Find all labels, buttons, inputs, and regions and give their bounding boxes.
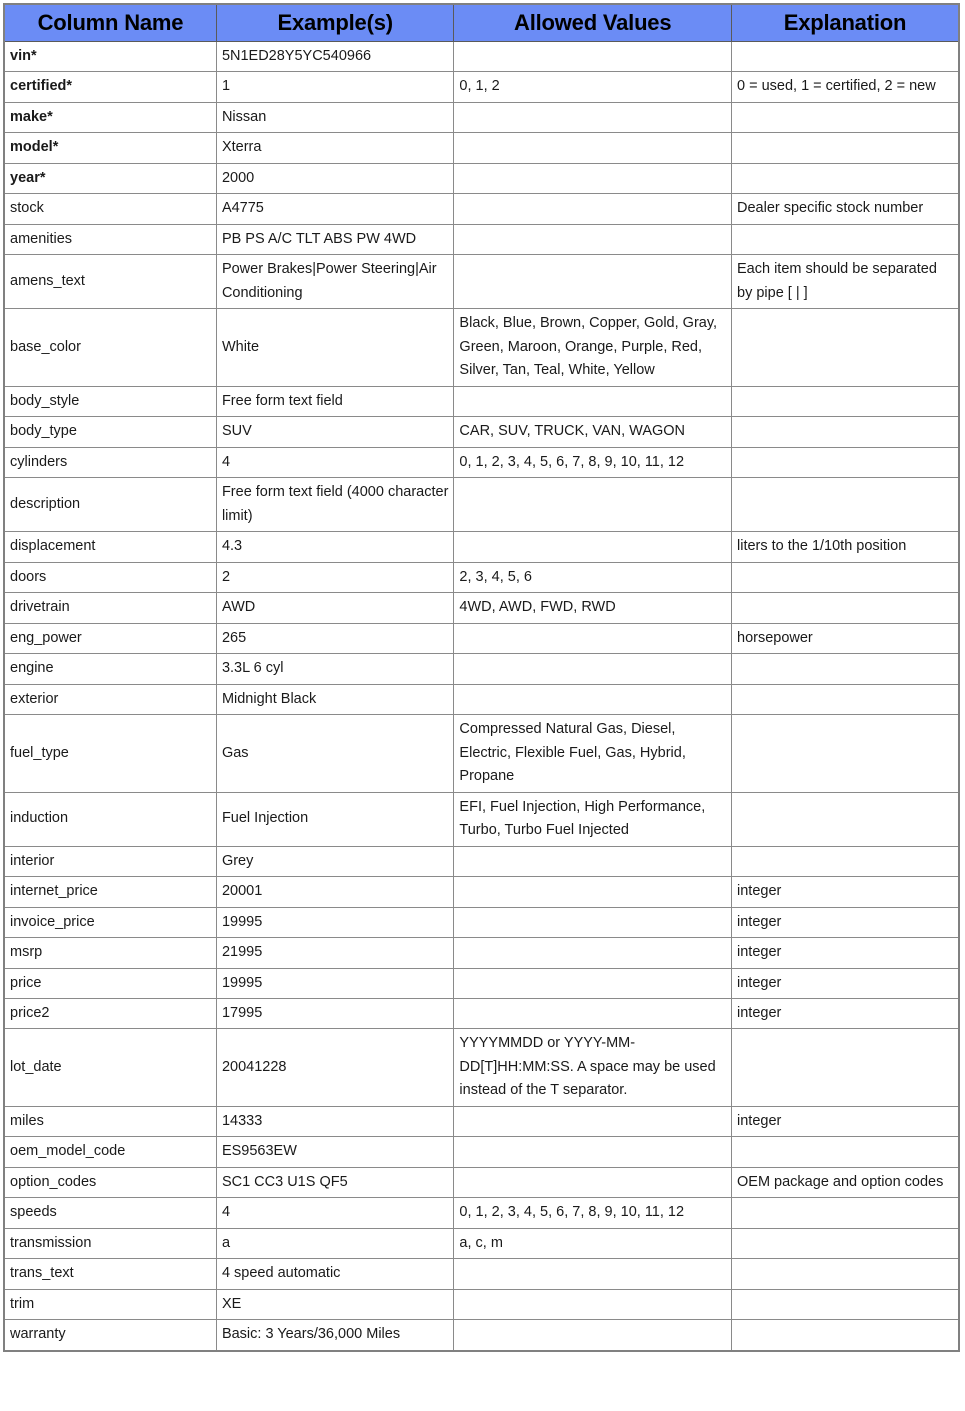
cell-explanation: integer	[732, 968, 960, 998]
cell-allowed-values	[454, 386, 732, 416]
table-row	[4, 1106, 959, 1136]
cell-explanation: 0 = used, 1 = certified, 2 = new	[732, 72, 960, 102]
cell-allowed-values	[454, 877, 732, 907]
cell-explanation	[732, 1320, 960, 1351]
cell-example: Free form text field (4000 character limit)	[216, 478, 453, 532]
cell-example: a	[216, 1228, 453, 1258]
cell-allowed-values	[454, 1106, 732, 1136]
cell-allowed-values	[454, 968, 732, 998]
cell-column-name: doors	[4, 562, 216, 592]
cell-example: Basic: 3 Years/36,000 Miles	[216, 1320, 453, 1351]
cell-column-name: eng_power	[4, 623, 216, 653]
cell-column-name: base_color	[4, 309, 216, 386]
table-row	[4, 623, 959, 653]
table-row	[4, 715, 959, 792]
cell-allowed-values	[454, 1259, 732, 1289]
cell-column-name: make*	[4, 102, 216, 132]
cell-allowed-values	[454, 1320, 732, 1351]
table-row	[4, 255, 959, 309]
cell-column-name: speeds	[4, 1198, 216, 1228]
cell-allowed-values	[454, 654, 732, 684]
cell-column-name: induction	[4, 792, 216, 846]
table-row	[4, 1228, 959, 1258]
cell-column-name: vin*	[4, 42, 216, 72]
cell-example: A4775	[216, 194, 453, 224]
cell-allowed-values	[454, 478, 732, 532]
cell-allowed-values: CAR, SUV, TRUCK, VAN, WAGON	[454, 417, 732, 447]
cell-allowed-values	[454, 224, 732, 254]
cell-column-name: stock	[4, 194, 216, 224]
cell-allowed-values	[454, 1167, 732, 1197]
column-header-examples: Example(s)	[216, 4, 453, 42]
table-row	[4, 1320, 959, 1351]
cell-explanation	[732, 447, 960, 477]
column-header-explanation: Explanation	[732, 4, 960, 42]
cell-explanation	[732, 1029, 960, 1106]
cell-example: 1	[216, 72, 453, 102]
cell-explanation: integer	[732, 877, 960, 907]
cell-example: Xterra	[216, 133, 453, 163]
cell-explanation	[732, 792, 960, 846]
table-row	[4, 133, 959, 163]
cell-column-name: oem_model_code	[4, 1137, 216, 1167]
cell-allowed-values: Black, Blue, Brown, Copper, Gold, Gray, Green, Maroon, Orange, Purple, Red, Silver, Tan, Teal, White, Yellow	[454, 309, 732, 386]
cell-column-name: body_style	[4, 386, 216, 416]
table-row	[4, 684, 959, 714]
cell-example: Nissan	[216, 102, 453, 132]
cell-example: White	[216, 309, 453, 386]
cell-allowed-values: 2, 3, 4, 5, 6	[454, 562, 732, 592]
table-header	[4, 4, 959, 42]
table-row	[4, 386, 959, 416]
cell-allowed-values	[454, 532, 732, 562]
cell-explanation	[732, 163, 960, 193]
cell-column-name: lot_date	[4, 1029, 216, 1106]
cell-column-name: displacement	[4, 532, 216, 562]
cell-column-name: price2	[4, 998, 216, 1028]
cell-column-name: engine	[4, 654, 216, 684]
table-row	[4, 1137, 959, 1167]
cell-explanation: liters to the 1/10th position	[732, 532, 960, 562]
cell-column-name: invoice_price	[4, 907, 216, 937]
cell-explanation	[732, 593, 960, 623]
table-row	[4, 593, 959, 623]
table-row	[4, 1029, 959, 1106]
cell-example: SUV	[216, 417, 453, 447]
cell-allowed-values	[454, 133, 732, 163]
cell-example: XE	[216, 1289, 453, 1319]
cell-allowed-values: 4WD, AWD, FWD, RWD	[454, 593, 732, 623]
column-specification-table	[3, 3, 960, 1352]
cell-allowed-values: 0, 1, 2, 3, 4, 5, 6, 7, 8, 9, 10, 11, 12	[454, 1198, 732, 1228]
cell-example: AWD	[216, 593, 453, 623]
cell-explanation	[732, 386, 960, 416]
cell-allowed-values: YYYYMMDD or YYYY-MM-DD[T]HH:MM:SS. A space may be used instead of the T separator.	[454, 1029, 732, 1106]
cell-example: Grey	[216, 846, 453, 876]
cell-explanation	[732, 1198, 960, 1228]
cell-explanation	[732, 1259, 960, 1289]
table-row	[4, 447, 959, 477]
header-row	[4, 4, 959, 42]
cell-example: 4	[216, 447, 453, 477]
cell-column-name: interior	[4, 846, 216, 876]
cell-example: 265	[216, 623, 453, 653]
cell-example: Free form text field	[216, 386, 453, 416]
column-header-column-name: Column Name	[4, 4, 216, 42]
table-row	[4, 877, 959, 907]
cell-allowed-values	[454, 998, 732, 1028]
cell-explanation	[732, 1228, 960, 1258]
table-row	[4, 654, 959, 684]
cell-example: 19995	[216, 968, 453, 998]
cell-example: PB PS A/C TLT ABS PW 4WD	[216, 224, 453, 254]
column-header-allowed-values: Allowed Values	[454, 4, 732, 42]
cell-explanation: Dealer specific stock number	[732, 194, 960, 224]
cell-column-name: cylinders	[4, 447, 216, 477]
table-row	[4, 42, 959, 72]
cell-example: 5N1ED28Y5YC540966	[216, 42, 453, 72]
table-row	[4, 102, 959, 132]
cell-explanation	[732, 102, 960, 132]
table-row	[4, 224, 959, 254]
cell-example: 20041228	[216, 1029, 453, 1106]
cell-column-name: msrp	[4, 938, 216, 968]
cell-explanation	[732, 715, 960, 792]
cell-column-name: description	[4, 478, 216, 532]
cell-example: 19995	[216, 907, 453, 937]
cell-column-name: option_codes	[4, 1167, 216, 1197]
cell-allowed-values	[454, 194, 732, 224]
cell-example: 21995	[216, 938, 453, 968]
table-row	[4, 532, 959, 562]
cell-explanation	[732, 309, 960, 386]
cell-explanation: horsepower	[732, 623, 960, 653]
cell-allowed-values	[454, 1137, 732, 1167]
cell-allowed-values: a, c, m	[454, 1228, 732, 1258]
cell-explanation: integer	[732, 907, 960, 937]
cell-column-name: amens_text	[4, 255, 216, 309]
table-row	[4, 968, 959, 998]
cell-column-name: trim	[4, 1289, 216, 1319]
table-row	[4, 1167, 959, 1197]
table-row	[4, 309, 959, 386]
cell-explanation	[732, 1289, 960, 1319]
cell-column-name: price	[4, 968, 216, 998]
table-row	[4, 478, 959, 532]
cell-explanation: integer	[732, 998, 960, 1028]
table-row	[4, 163, 959, 193]
table-row	[4, 72, 959, 102]
cell-example: 4.3	[216, 532, 453, 562]
cell-explanation	[732, 478, 960, 532]
cell-example: Gas	[216, 715, 453, 792]
table-row	[4, 417, 959, 447]
table-row	[4, 562, 959, 592]
cell-allowed-values	[454, 846, 732, 876]
cell-explanation	[732, 1137, 960, 1167]
cell-example: 2000	[216, 163, 453, 193]
cell-column-name: internet_price	[4, 877, 216, 907]
cell-example: 20001	[216, 877, 453, 907]
cell-example: Power Brakes|Power Steering|Air Conditioning	[216, 255, 453, 309]
table-row	[4, 1289, 959, 1319]
cell-explanation: Each item should be separated by pipe [ | ]	[732, 255, 960, 309]
cell-example: 3.3L 6 cyl	[216, 654, 453, 684]
cell-column-name: year*	[4, 163, 216, 193]
table-row	[4, 998, 959, 1028]
cell-column-name: amenities	[4, 224, 216, 254]
cell-example: SC1 CC3 U1S QF5	[216, 1167, 453, 1197]
cell-allowed-values	[454, 102, 732, 132]
cell-allowed-values	[454, 684, 732, 714]
table-row	[4, 846, 959, 876]
cell-explanation	[732, 42, 960, 72]
cell-allowed-values	[454, 1289, 732, 1319]
cell-explanation	[732, 224, 960, 254]
cell-allowed-values	[454, 163, 732, 193]
cell-explanation: integer	[732, 1106, 960, 1136]
cell-allowed-values	[454, 907, 732, 937]
table-row	[4, 194, 959, 224]
cell-allowed-values	[454, 255, 732, 309]
cell-allowed-values: Compressed Natural Gas, Diesel, Electric, Flexible Fuel, Gas, Hybrid, Propane	[454, 715, 732, 792]
cell-explanation	[732, 654, 960, 684]
cell-example: 4	[216, 1198, 453, 1228]
table-body	[4, 42, 959, 1351]
cell-allowed-values	[454, 623, 732, 653]
cell-explanation	[732, 684, 960, 714]
cell-explanation	[732, 133, 960, 163]
cell-explanation	[732, 417, 960, 447]
cell-column-name: drivetrain	[4, 593, 216, 623]
cell-column-name: certified*	[4, 72, 216, 102]
cell-allowed-values: 0, 1, 2	[454, 72, 732, 102]
cell-column-name: miles	[4, 1106, 216, 1136]
cell-allowed-values: 0, 1, 2, 3, 4, 5, 6, 7, 8, 9, 10, 11, 12	[454, 447, 732, 477]
cell-example: 4 speed automatic	[216, 1259, 453, 1289]
cell-explanation: OEM package and option codes	[732, 1167, 960, 1197]
cell-example: Midnight Black	[216, 684, 453, 714]
cell-column-name: fuel_type	[4, 715, 216, 792]
cell-column-name: model*	[4, 133, 216, 163]
cell-example: ES9563EW	[216, 1137, 453, 1167]
cell-example: 17995	[216, 998, 453, 1028]
cell-example: 14333	[216, 1106, 453, 1136]
cell-column-name: exterior	[4, 684, 216, 714]
cell-example: 2	[216, 562, 453, 592]
cell-column-name: body_type	[4, 417, 216, 447]
table-row	[4, 1198, 959, 1228]
cell-column-name: trans_text	[4, 1259, 216, 1289]
cell-allowed-values: EFI, Fuel Injection, High Performance, Turbo, Turbo Fuel Injected	[454, 792, 732, 846]
cell-explanation: integer	[732, 938, 960, 968]
table-row	[4, 938, 959, 968]
table-row	[4, 907, 959, 937]
cell-explanation	[732, 846, 960, 876]
cell-allowed-values	[454, 938, 732, 968]
table-row	[4, 792, 959, 846]
cell-allowed-values	[454, 42, 732, 72]
cell-column-name: transmission	[4, 1228, 216, 1258]
cell-explanation	[732, 562, 960, 592]
cell-example: Fuel Injection	[216, 792, 453, 846]
cell-column-name: warranty	[4, 1320, 216, 1351]
table-row	[4, 1259, 959, 1289]
